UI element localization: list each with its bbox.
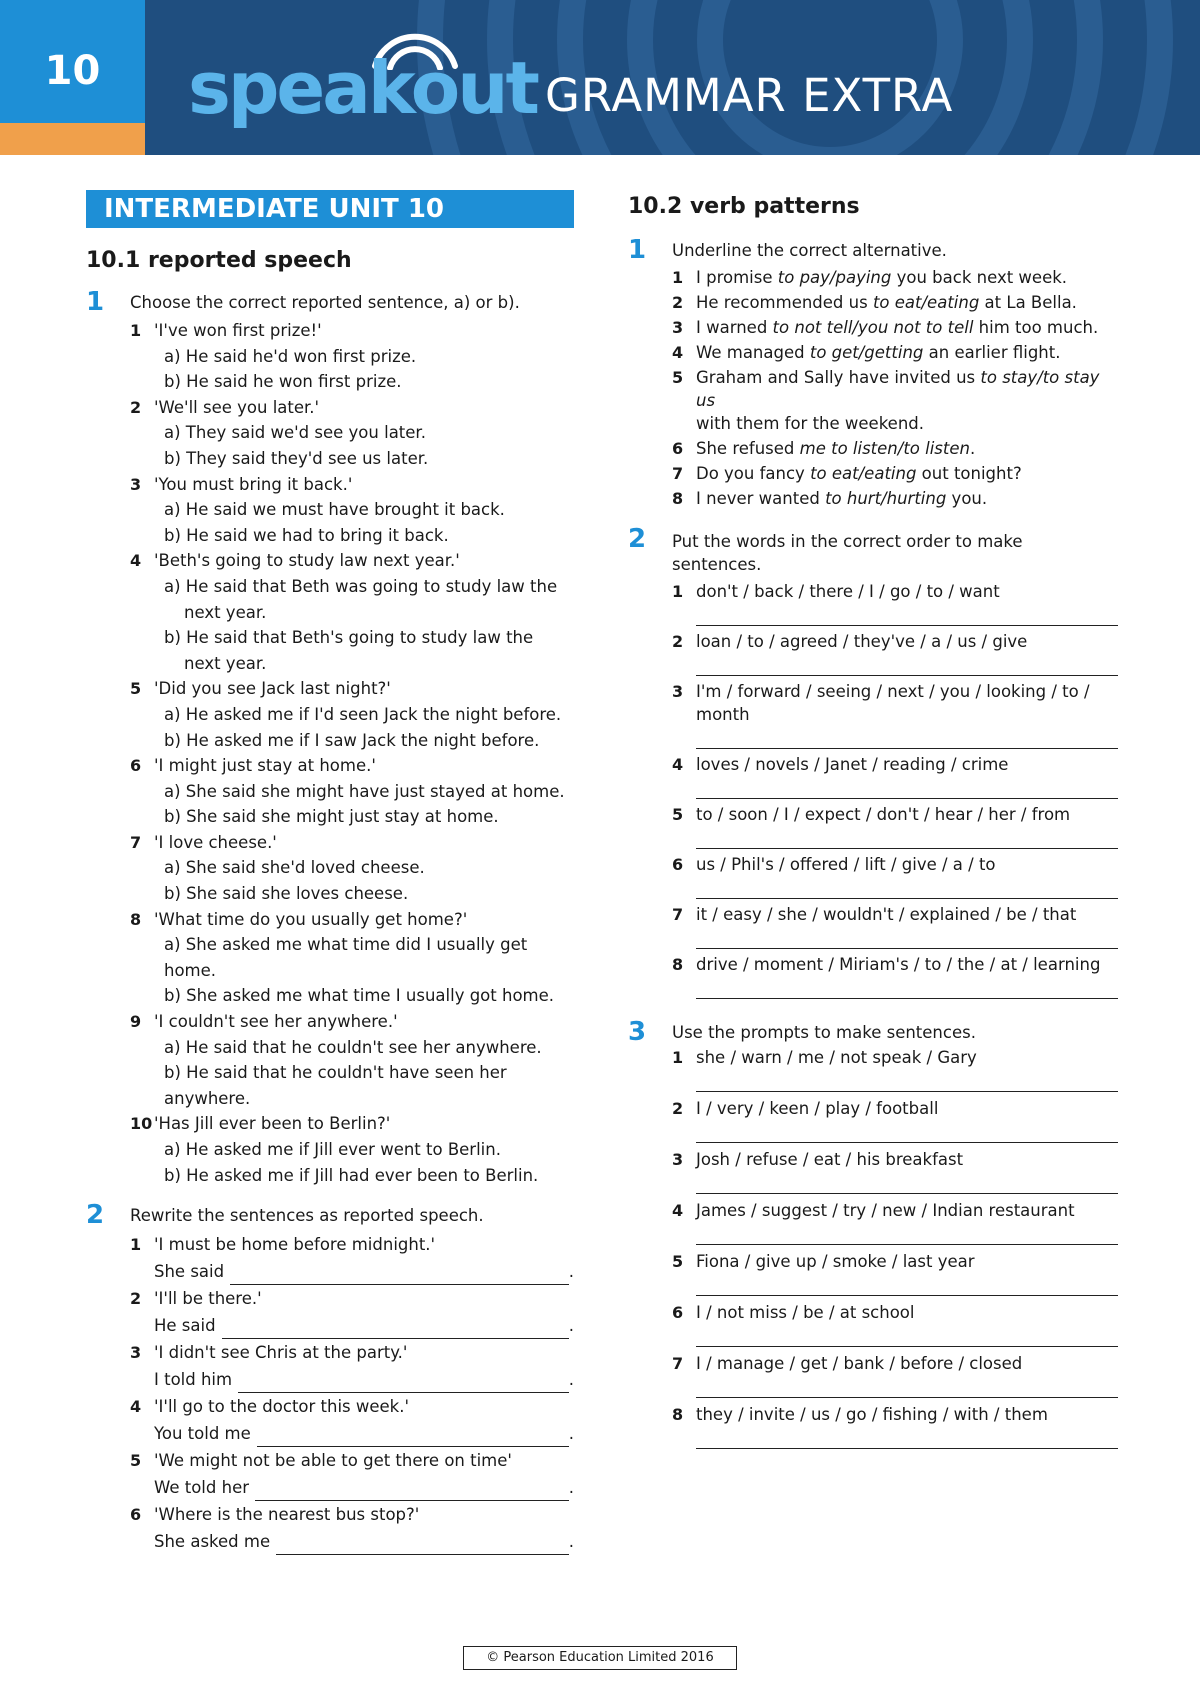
sentence-text: . <box>969 439 976 458</box>
blank-line[interactable] <box>276 1536 569 1555</box>
option-text: b) He asked me if I saw Jack the night before. <box>164 730 540 750</box>
exercise-instruction: Choose the correct reported sentence, a) or b). <box>130 293 520 312</box>
option-text: a) He said that he couldn't see her anywhere. <box>164 1037 542 1057</box>
option-a <box>154 1137 574 1163</box>
prompt-item <box>672 1097 1118 1143</box>
option-text: b) She asked me what time I usually got home. <box>164 986 555 1006</box>
item-number: 4 <box>130 1397 142 1417</box>
sentence-text: out tonight? <box>916 464 1022 483</box>
exercise-1 <box>628 235 1118 510</box>
option-text: a) He asked me if Jill ever went to Berlin. <box>164 1140 501 1159</box>
sentence-start: He said <box>154 1316 216 1336</box>
prompt-item <box>672 1046 1118 1092</box>
sentence-text: I warned <box>696 318 773 337</box>
sentence-start: I told him <box>154 1370 233 1390</box>
option-b <box>154 1060 574 1111</box>
item-number: 4 <box>130 551 142 571</box>
answer-line[interactable] <box>696 1244 1118 1245</box>
right-column <box>628 190 1118 1449</box>
quote-text: 'I must be home before midnight.' <box>154 1235 436 1255</box>
option-a <box>154 420 574 446</box>
option-b <box>154 523 574 549</box>
prompt-text: us / Phil's / offered / lift / give / a / to <box>696 855 996 874</box>
blank-line[interactable] <box>238 1374 569 1393</box>
sentence-text: I never wanted <box>696 489 826 508</box>
option-text: b) He said that he couldn't have seen her anywhere. <box>164 1063 507 1108</box>
item-number: 6 <box>672 855 684 874</box>
sentence <box>696 291 1118 314</box>
rewrite-item <box>130 1339 574 1393</box>
end-mark: . <box>568 1532 574 1552</box>
answer-line[interactable] <box>696 675 1118 676</box>
sentence-text: We managed <box>696 343 810 362</box>
alternative-item <box>672 316 1118 339</box>
page-header <box>0 0 1200 155</box>
item-number: 7 <box>672 1354 684 1373</box>
sentence-start: She said <box>154 1262 225 1282</box>
option-continuation: next year. <box>184 653 267 673</box>
alternative-item <box>672 487 1118 510</box>
option-a <box>154 702 574 728</box>
quote-text: 'You must bring it back.' <box>154 474 353 494</box>
quote-text: 'We might not be able to get there on time' <box>154 1451 512 1471</box>
item-number: 6 <box>672 1303 684 1322</box>
option-text: a) She asked me what time did I usually get home. <box>164 935 528 980</box>
answer-line[interactable] <box>696 998 1118 999</box>
item-number: 5 <box>672 805 684 824</box>
item-number: 3 <box>130 1343 142 1363</box>
item-number: 5 <box>130 679 142 699</box>
item-number: 1 <box>130 1235 142 1255</box>
item-number: 6 <box>130 1505 142 1525</box>
item-number: 1 <box>672 1048 684 1067</box>
section-title: 10.2 verb patterns <box>628 194 860 219</box>
sentence-text: He recommended us <box>696 293 873 312</box>
quote-text: 'I'll go to the doctor this week.' <box>154 1397 410 1417</box>
option-text: a) He said he'd won first prize. <box>164 346 417 366</box>
item-number: 3 <box>672 318 684 337</box>
option-b <box>154 804 574 830</box>
question-item <box>130 830 574 907</box>
question-item <box>130 318 574 395</box>
option-a <box>154 932 574 983</box>
item-number: 4 <box>672 343 684 362</box>
answer-line[interactable] <box>696 748 1118 749</box>
blank-line[interactable] <box>257 1428 569 1447</box>
prompt-text: Fiona / give up / smoke / last year <box>696 1252 975 1271</box>
blank-line[interactable] <box>230 1266 569 1285</box>
answer-line[interactable] <box>696 625 1118 626</box>
unit-accent-stripe <box>0 123 145 155</box>
brand-logo: speakout <box>188 46 537 130</box>
prompt-text: Josh / refuse / eat / his breakfast <box>696 1150 964 1169</box>
quote-text: 'I love cheese.' <box>154 832 277 852</box>
alternatives[interactable]: to pay/paying <box>777 268 892 287</box>
prompt-text: they / invite / us / go / fishing / with / them <box>696 1405 1048 1424</box>
option-text: b) He said that Beth's going to study law the <box>164 628 534 648</box>
exercise-1 <box>86 287 574 1188</box>
alternatives[interactable]: to get/getting <box>809 343 924 362</box>
prompt-item <box>672 1301 1118 1347</box>
sentence-text: you. <box>946 489 988 508</box>
prompt-item <box>672 1250 1118 1296</box>
exercise-3 <box>628 1017 1118 1449</box>
alternative-item <box>672 291 1118 314</box>
option-text: b) She said she loves cheese. <box>164 884 409 904</box>
prompt-item <box>672 853 1118 899</box>
option-b <box>154 1163 574 1189</box>
rewrite-item <box>130 1447 574 1501</box>
prompt-item <box>672 903 1118 949</box>
option-b <box>154 983 574 1009</box>
quote-text: 'Did you see Jack last night?' <box>154 679 391 699</box>
prompt-text: loves / novels / Janet / reading / crime <box>696 755 1009 774</box>
quote-text: 'We'll see you later.' <box>154 397 320 417</box>
quote-text: 'Has Jill ever been to Berlin?' <box>154 1114 391 1134</box>
answer-line[interactable] <box>696 1346 1118 1347</box>
prompt-text: drive / moment / Miriam's / to / the / at / learning <box>696 955 1101 974</box>
sentence-text: I promise <box>696 268 778 287</box>
option-text: b) He asked me if Jill had ever been to Berlin. <box>164 1165 539 1185</box>
answer-line <box>154 1474 574 1501</box>
answer-line[interactable] <box>696 798 1118 799</box>
item-number: 2 <box>672 632 684 651</box>
copyright-footer: © Pearson Education Limited 2016 <box>463 1646 737 1670</box>
question-item <box>130 753 574 830</box>
exercise-items <box>672 580 1118 999</box>
exercise-number: 1 <box>86 287 105 317</box>
alternatives[interactable]: to hurt/hurting <box>825 489 947 508</box>
prompt-text: James / suggest / try / new / Indian restaurant <box>696 1201 1075 1220</box>
answer-line[interactable] <box>696 1142 1118 1143</box>
item-number: 10 <box>130 1114 153 1134</box>
sentence-start: She asked me <box>154 1532 271 1552</box>
prompt-text: don't / back / there / I / go / to / want <box>696 582 1000 601</box>
question-item <box>130 548 574 676</box>
item-number: 1 <box>130 321 142 340</box>
option-text: b) He said he won first prize. <box>164 372 402 392</box>
sentence-text: She refused <box>696 439 800 458</box>
option-b <box>154 369 574 395</box>
quote-text: 'I didn't see Chris at the party.' <box>154 1343 408 1363</box>
sentence <box>696 462 1118 485</box>
prompt-text: to / soon / I / expect / don't / hear / her / from <box>696 805 1071 824</box>
item-number: 8 <box>672 1405 684 1424</box>
prompt-text: I / very / keen / play / football <box>696 1099 939 1118</box>
sentence <box>696 366 1118 412</box>
exercise-number: 1 <box>628 235 647 265</box>
prompt-item <box>672 580 1118 626</box>
alternative-item <box>672 462 1118 485</box>
item-number: 7 <box>130 832 142 852</box>
question-item <box>130 676 574 753</box>
prompt-text: I / manage / get / bank / before / closed <box>696 1354 1023 1373</box>
option-text: a) He asked me if I'd seen Jack the night before. <box>164 704 562 724</box>
item-number: 1 <box>672 582 684 601</box>
option-continuation: next year. <box>184 602 267 622</box>
quote-text: 'I might just stay at home.' <box>154 756 376 776</box>
item-number: 6 <box>130 756 142 776</box>
prompt-item <box>672 953 1118 999</box>
question-item <box>130 1009 574 1111</box>
prompt-item <box>672 680 1118 749</box>
exercise-2 <box>628 524 1118 999</box>
alternative-item <box>672 366 1118 435</box>
end-mark: . <box>568 1262 574 1282</box>
end-mark: . <box>568 1478 574 1498</box>
sentence-start: We told her <box>154 1478 250 1498</box>
exercise-instruction <box>672 530 1118 576</box>
exercise-number: 3 <box>628 1017 647 1047</box>
item-number: 5 <box>130 1451 142 1471</box>
end-mark: . <box>568 1316 574 1336</box>
rewrite-item <box>130 1393 574 1447</box>
instruction-line: Put the words in the correct order to make <box>672 532 1023 551</box>
alternatives[interactable]: to stay/to stay us <box>696 368 1100 410</box>
prompt-item <box>672 803 1118 849</box>
prompt-item <box>672 1148 1118 1194</box>
item-number: 3 <box>672 682 684 701</box>
sentence-text: Graham and Sally have invited us <box>696 368 981 387</box>
rewrite-item <box>130 1501 574 1555</box>
unit-title-bar: INTERMEDIATE UNIT 10 <box>86 190 574 228</box>
unit-number: 10 <box>44 48 101 94</box>
item-number: 3 <box>672 1150 684 1169</box>
item-number: 5 <box>672 1252 684 1271</box>
item-number: 4 <box>672 1201 684 1220</box>
quote-text: 'Where is the nearest bus stop?' <box>154 1505 420 1525</box>
quote-text: 'Beth's going to study law next year.' <box>154 551 460 571</box>
item-number: 7 <box>672 464 684 483</box>
item-number: 2 <box>672 1099 684 1118</box>
item-number: 8 <box>672 955 684 974</box>
exercise-items <box>130 318 574 1188</box>
section-title: 10.1 reported speech <box>86 248 352 273</box>
alternatives[interactable]: to eat/eating <box>810 464 917 483</box>
option-text: a) She said she might have just stayed at home. <box>164 781 565 801</box>
blank-line[interactable] <box>222 1320 569 1339</box>
option-a <box>154 855 574 881</box>
option-b <box>154 446 574 472</box>
sentence-text: an earlier flight. <box>923 343 1061 362</box>
quote-text: 'I couldn't see her anywhere.' <box>154 1012 398 1032</box>
option-text: b) They said they'd see us later. <box>164 448 429 468</box>
option-a <box>154 344 574 370</box>
prompt-text: it / easy / she / wouldn't / explained / be / that <box>696 905 1077 924</box>
left-column <box>86 190 574 1555</box>
item-number: 2 <box>672 293 684 312</box>
item-number: 1 <box>672 268 684 287</box>
exercise-instruction: Rewrite the sentences as reported speech. <box>130 1206 484 1226</box>
alternative-item <box>672 437 1118 460</box>
alternative-item <box>672 266 1118 289</box>
alternative-item <box>672 341 1118 364</box>
sentence-text: at La Bella. <box>979 293 1077 312</box>
exercise-number: 2 <box>86 1200 105 1231</box>
blank-line[interactable] <box>255 1482 569 1501</box>
option-text: b) She said she might just stay at home. <box>164 807 499 827</box>
sentence-text: him too much. <box>973 318 1099 337</box>
answer-line[interactable] <box>696 1193 1118 1194</box>
exercise-instruction: Use the prompts to make sentences. <box>672 1023 976 1042</box>
prompt-text: she / warn / me / not speak / Gary <box>696 1048 977 1067</box>
option-text: b) He said we had to bring it back. <box>164 525 449 545</box>
prompt-text: I'm / forward / seeing / next / you / looking / to / <box>696 682 1090 701</box>
sentence <box>696 316 1118 339</box>
answer-line <box>154 1312 574 1339</box>
option-text: a) They said we'd see you later. <box>164 423 426 443</box>
instruction-line: sentences. <box>672 555 762 574</box>
option-a <box>154 779 574 805</box>
option-a <box>154 574 574 625</box>
header-subtitle: GRAMMAR EXTRA <box>545 69 954 122</box>
question-item <box>130 907 574 1009</box>
item-number: 9 <box>130 1012 142 1032</box>
end-mark: . <box>568 1424 574 1444</box>
prompt-item <box>672 630 1118 676</box>
option-text: a) He said we must have brought it back. <box>164 500 505 520</box>
answer-line <box>154 1366 574 1393</box>
prompt-item <box>672 1352 1118 1398</box>
exercise-2 <box>86 1200 574 1555</box>
item-number: 8 <box>672 489 684 508</box>
option-a <box>154 1035 574 1061</box>
rewrite-item <box>130 1285 574 1339</box>
item-number: 8 <box>130 909 142 929</box>
option-text: a) He said that Beth was going to study law the <box>164 576 558 596</box>
answer-line[interactable] <box>696 1295 1118 1296</box>
option-b <box>154 728 574 754</box>
answer-line[interactable] <box>696 898 1118 899</box>
exercise-number: 2 <box>628 524 647 554</box>
answer-line[interactable] <box>696 948 1118 949</box>
answer-line[interactable] <box>696 848 1118 849</box>
sentence <box>696 437 1118 460</box>
prompt-continuation: month <box>696 705 750 724</box>
sentence-text: you back next week. <box>891 268 1068 287</box>
quote-text: 'I've won first prize!' <box>154 321 322 340</box>
answer-line <box>154 1528 574 1555</box>
exercise-items <box>672 1046 1118 1449</box>
option-b <box>154 881 574 907</box>
question-item <box>130 1111 574 1188</box>
exercise-instruction: Underline the correct alternative. <box>672 241 947 260</box>
end-mark: . <box>568 1370 574 1390</box>
option-a <box>154 497 574 523</box>
answer-line[interactable] <box>696 1448 1118 1449</box>
item-number: 7 <box>672 905 684 924</box>
sentence <box>696 266 1118 289</box>
alternatives[interactable]: me to listen/to listen <box>799 439 970 458</box>
item-number: 5 <box>672 368 684 387</box>
quote-text: 'What time do you usually get home?' <box>154 909 468 929</box>
prompt-item <box>672 1199 1118 1245</box>
answer-line[interactable] <box>696 1091 1118 1092</box>
option-text: a) She said she'd loved cheese. <box>164 858 425 878</box>
sentence-continuation: with them for the weekend. <box>696 414 924 433</box>
exercise-items <box>672 266 1118 510</box>
prompt-item <box>672 753 1118 799</box>
question-item <box>130 395 574 472</box>
answer-line <box>154 1258 574 1285</box>
answer-line <box>154 1420 574 1447</box>
prompt-text: loan / to / agreed / they've / a / us / give <box>696 632 1028 651</box>
rewrite-item <box>130 1231 574 1285</box>
item-number: 2 <box>130 1289 142 1309</box>
alternatives[interactable]: to not tell/you not to tell <box>772 318 974 337</box>
sentence <box>696 487 1118 510</box>
item-number: 6 <box>672 439 684 458</box>
sentence-start: You told me <box>154 1424 251 1444</box>
answer-line[interactable] <box>696 1397 1118 1398</box>
sentence <box>696 341 1118 364</box>
item-number: 2 <box>130 397 142 417</box>
quote-text: 'I'll be there.' <box>154 1289 262 1309</box>
alternatives[interactable]: to eat/eating <box>872 293 980 312</box>
option-b <box>154 625 574 676</box>
question-item <box>130 472 574 549</box>
item-number: 4 <box>672 755 684 774</box>
prompt-text: I / not miss / be / at school <box>696 1303 915 1322</box>
item-number: 3 <box>130 474 142 494</box>
prompt-item <box>672 1403 1118 1449</box>
sentence-text: Do you fancy <box>696 464 811 483</box>
exercise-items <box>130 1231 574 1555</box>
